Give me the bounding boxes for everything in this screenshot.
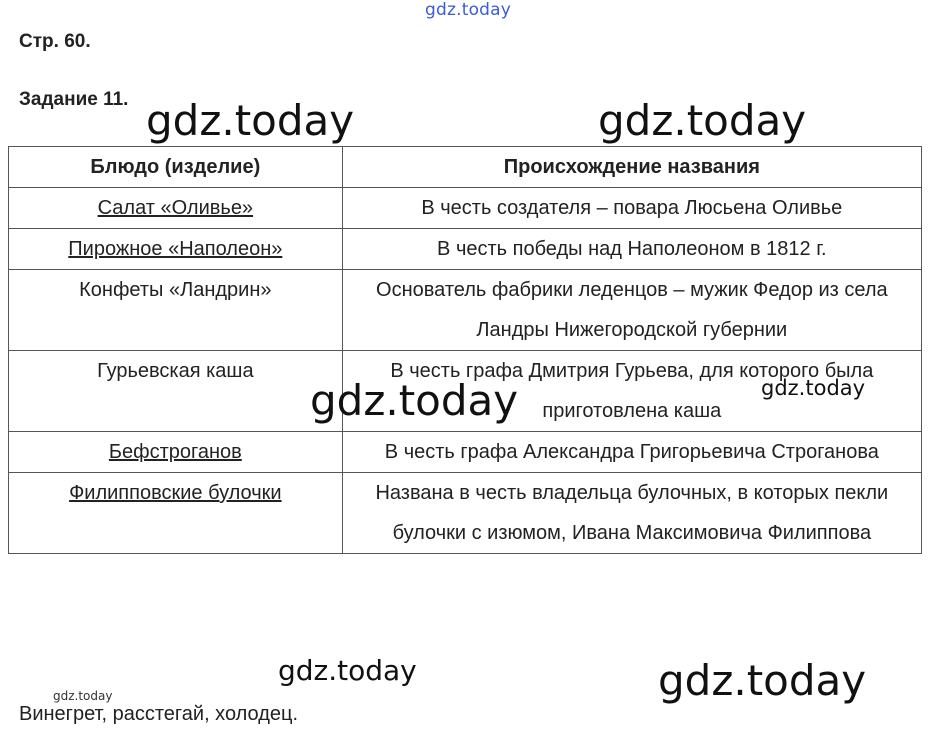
dish-cell [9,188,343,229]
dish-cell [9,229,343,270]
origin-cell: В честь победы над Наполеоном в 1812 г. [342,229,921,270]
dish-name: Филипповские булочки [69,482,282,504]
dish-cell [9,473,343,554]
table-row [9,270,922,351]
dish-cell [9,432,343,473]
watermark-header-right: gdz.today [598,96,807,145]
watermark-middle-small: gdz.today [761,376,866,400]
dish-name: Конфеты «Ландрин» [79,279,272,301]
origin-table [8,146,922,554]
dish-name: Пирожное «Наполеон» [68,238,283,260]
watermark-bottom-right: gdz.today [658,656,867,705]
table-row [9,188,922,229]
dish-name: Салат «Оливье» [97,197,254,219]
watermark-middle-big: gdz.today [310,376,519,425]
watermark-top: gdz.today [425,0,512,20]
dish-name: Бефстроганов [108,441,242,463]
table-row [9,229,922,270]
task-title: Задание 11. [19,89,129,110]
table-header-row [9,147,922,188]
origin-cell: В честь графа Дмитрия Гурьева, для которого была приготовлена каша [342,351,921,432]
footer-note: Винегрет, расстегай, холодец. [19,703,299,725]
table-row [9,432,922,473]
origin-cell: Основатель фабрики леденцов – мужик Федор из села Ландры Нижегородской губернии [342,270,921,351]
dish-cell [9,351,343,432]
watermark-bottom-tiny: gdz.today [53,689,113,703]
origin-cell: В честь создателя – повара Люсьена Оливье [342,188,921,229]
dish-name: Гурьевская каша [97,360,254,382]
header-dish: Блюдо (изделие) [9,147,343,188]
origin-cell: Названа в честь владельца булочных, в которых пекли булочки с изюмом, Ивана Максимовича Филиппова [342,473,921,554]
header-origin: Происхождение названия [342,147,921,188]
watermark-bottom-center: gdz.today [278,654,417,687]
table-row [9,473,922,554]
dish-cell [9,270,343,351]
page-number: Стр. 60. [19,31,91,52]
origin-cell: В честь графа Александра Григорьевича Строганова [342,432,921,473]
watermark-header-left: gdz.today [146,96,355,145]
